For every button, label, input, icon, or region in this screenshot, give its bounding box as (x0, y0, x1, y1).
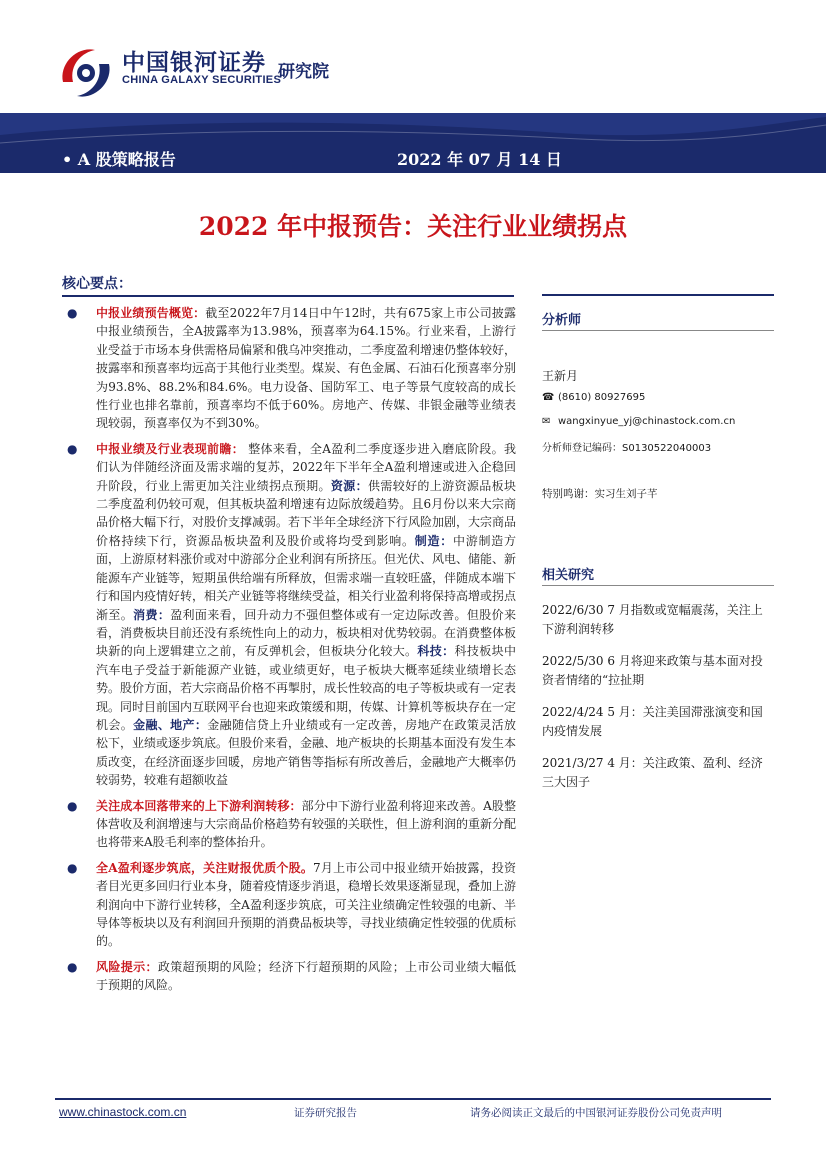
bullet-icon: ● (67, 306, 78, 320)
bullet-text: 政策超预期的风险；经济下行超预期的风险；上市公司业绩大幅低于预期的风险。 (96, 959, 516, 993)
sector-text-consumer: 盈利面来看，回升动力不强但整体或有一定边际改善。但股价来看，消费板块目前还没有系统性向上的动力，板块相对优势较弱。在消费整体板块新的向上逻辑建立之前，有反弹机会，但板块分化较大。 (96, 607, 517, 659)
sector-text-manufacturing: 中游制造方面，上游原材料涨价或对中游部分企业利润有所挤压。但光伏、风电、储能、新能源车产业链等，短期虽供给端有所释放，但需求端一直较旺盛，伴随成本端下行和国内疫情好转，相关产业链等将继续受益，相关行业盈利将保持高增或拐点渐至。 (96, 533, 517, 622)
bullet-lead: 全A盈利逐步筑底，关注财报优质个股。 (96, 860, 314, 875)
bullet-lead: 关注成本回落带来的上下游利润转移： (96, 798, 302, 813)
institute-label: 研究院 (278, 62, 329, 82)
list-item (62, 859, 516, 951)
analyst-phone (542, 392, 645, 403)
related-research-list (542, 601, 774, 805)
sector-text-tech: 科技板块中汽车电子受益于新能源产业链，或业绩更好，电子板块大概率延续业绩增长态势。股价方面，若大宗商品价格不再掣肘，成长性较高的电子等板块或有一定表现。同时目前国内互联网平台也迎来政策缓和期，传媒、计算机等板块存在一定机会。 (96, 644, 517, 732)
analyst-email-address[interactable]: wangxinyue_yj@chinastock.com.cn (558, 416, 736, 427)
divider (542, 585, 774, 586)
footer-divider (55, 1098, 771, 1100)
bullet-icon: ● (67, 959, 78, 974)
analyst-email (542, 416, 735, 427)
list-item (62, 440, 516, 790)
related-research-item[interactable]: 2022/6/30 7 月指数或宽幅震荡，关注上下游利润转移 (542, 603, 763, 636)
related-research-item[interactable]: 2021/3/27 4 月：关注政策、盈利、经济三大因子 (542, 756, 763, 789)
brand-name-en: CHINA GALAXY SECURITIES (122, 74, 282, 86)
report-category: • A 股策略报告 (62, 150, 176, 169)
report-date: 2022 年 07 月 14 日 (397, 150, 562, 169)
bullet-lead: 中报业绩预告概览： (96, 306, 206, 320)
bullet-lead: 风险提示： (96, 959, 158, 974)
sector-text-resources: 供需较好的上游资源品板块二季度盈利仍较可观，但其板块盈利增速有边际放缓趋势。且6月份以来大宗商品价格大幅下行，对股价支撑减弱。若下半年全球经济下行风险加剧，大宗商品价格持续下行，资源品板块盈利及股价或将均受到影响。 (96, 478, 517, 548)
footer-report-type: 证券研究报告 (294, 1107, 357, 1119)
related-research-item[interactable]: 2022/5/30 6 月将迎来政策与基本面对投资者情绪的“拉扯期 (542, 654, 763, 687)
phone-icon: ☎ (542, 392, 555, 403)
bullet-lead: 中报业绩及行业表现前瞻： (96, 441, 245, 456)
analyst-phone-number: (8610) 80927695 (558, 392, 646, 403)
analyst-name: 王新月 (542, 369, 579, 383)
footer-website-link[interactable]: www.chinastock.com.cn (59, 1105, 187, 1119)
report-banner (0, 113, 826, 173)
sector-lead-manufacturing: 制造： (414, 533, 453, 548)
core-points-list (62, 304, 516, 995)
sector-lead-consumer: 消费： (133, 607, 171, 622)
analyst-registration: 分析师登记编码：S0130522040003 (542, 443, 712, 454)
sector-lead-finance: 金融、地产： (133, 717, 208, 732)
envelope-icon: ✉ (542, 416, 551, 427)
sector-lead-tech: 科技： (417, 644, 455, 659)
list-item (62, 958, 516, 995)
related-research-heading: 相关研究 (542, 568, 595, 583)
divider (62, 295, 514, 297)
list-item (62, 797, 516, 852)
bullet-text: 7月上市公司中报业绩开始披露，投资者目光更多回归行业本身，随着疫情逐步消退，稳增长效果逐渐显现，叠加上游利润向中下游行业转移，全A盈利逐步筑底，可关注业绩确定性较强的电新、半导体等板块以及有利润回升预期的消费品板块等，寻找业绩确定性较强的优质标的。 (96, 860, 517, 949)
core-points-heading: 核心要点： (62, 276, 132, 292)
bullet-icon: ● (67, 798, 78, 813)
list-item (62, 304, 516, 433)
sector-lead-resources: 资源： (330, 478, 368, 493)
special-thanks: 特别鸣谢：实习生刘子芊 (542, 488, 658, 500)
brand-name-cn: 中国银河证券 (122, 50, 266, 76)
divider (542, 330, 774, 331)
sector-text-finance: 金融随信贷上升业绩或有一定改善，房地产在政策灵活放松下，业绩或逐步筑底。但股价来看，金融、地产板块的长期基本面没有发生本质改变，在经济面逐步回暖，房地产销售等指标有所改善后，金融地产大概率仍较弱势，较难有超额收益 (96, 717, 517, 788)
bullet-icon: ● (67, 441, 78, 456)
bullet-text: 截至2022年7月14日中午12时，共有675家上市公司披露中报业绩预告，全A披露率为13.98%，预喜率为64.15%。行业来看，上游行业受益于市场本身供需格局偏紧和俄乌冲突推动，二季度盈利增速仍整体较好，披露率和预喜率均远高于其他行业类型。煤炭、有色金属、石油石化预喜率分别为93.8%、88.2%和84.6%。电力设备、国防军工、电子等景气度较高的成长性行业也排名靠前，预喜率均不低于60%。房地产、传媒、非银金融等业绩表现较弱，预喜率仅为不到30%。 (96, 306, 517, 431)
footer-disclaimer: 请务必阅读正文最后的中国银河证券股份公司免责声明 (470, 1107, 722, 1119)
related-research-item[interactable]: 2022/4/24 5 月：关注美国滞涨演变和国内疫情发展 (542, 705, 763, 738)
galaxy-swirl-logo-icon (55, 42, 117, 104)
bullet-text: 部分中下游行业盈利将迎来改善。A股整体营收及利润增速与大宗商品价格趋势有较强的关联性，但上游利润的重新分配也将带来A股毛利率的整体抬升。 (96, 798, 517, 850)
report-title: 2022 年中报预告：关注行业业绩拐点 (198, 212, 628, 241)
analyst-heading: 分析师 (542, 313, 582, 328)
divider (542, 294, 774, 296)
bullet-icon: ● (67, 860, 78, 875)
bullet-text: 整体来看，全A盈利二季度逐步进入磨底阶段。我们认为伴随经济面及需求端的复苏，2022年下半年全A盈利增速或进入企稳回升阶段，行业上需更加关注业绩拐点预期。 (96, 441, 516, 493)
